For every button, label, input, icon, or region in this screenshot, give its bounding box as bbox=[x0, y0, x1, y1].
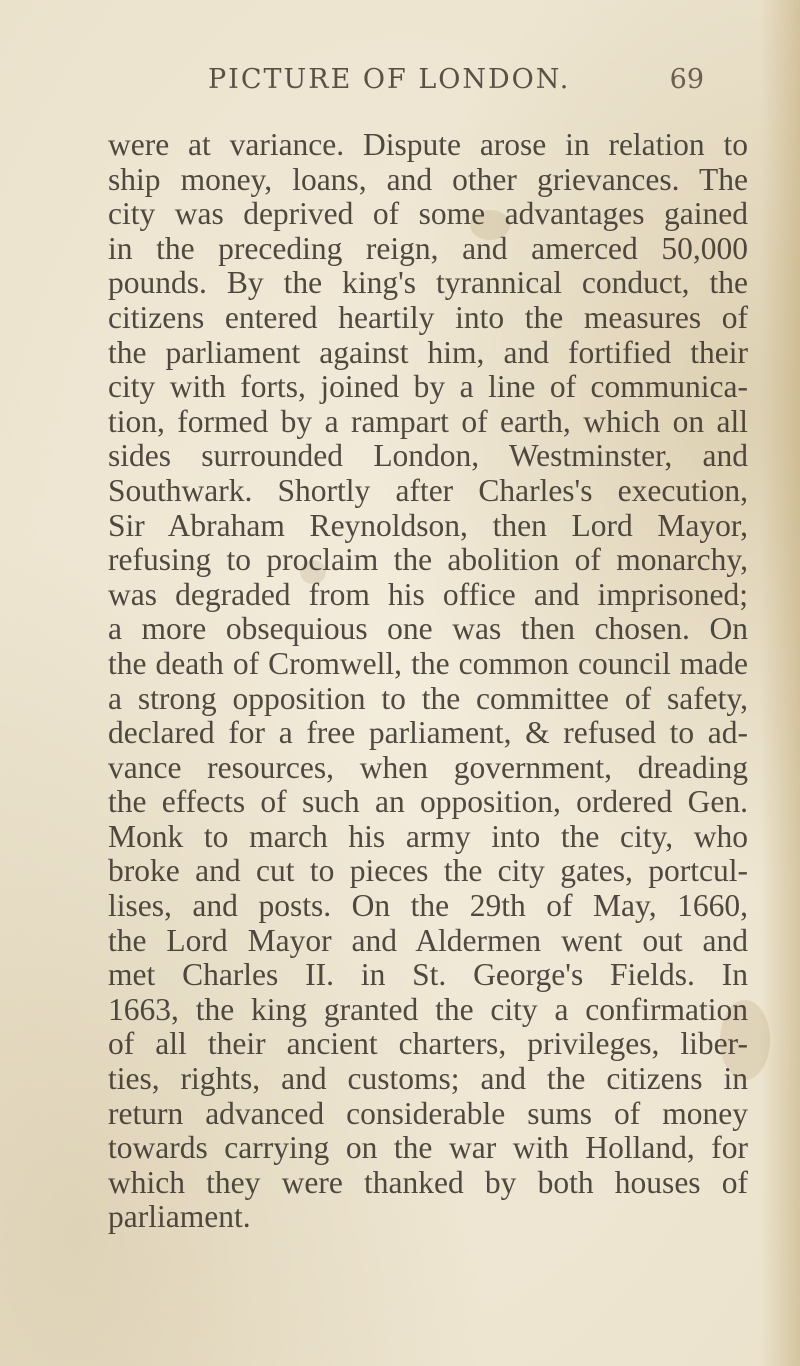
running-head: PICTURE OF LONDON. bbox=[208, 64, 571, 95]
text-line: towards carrying on the war with Holland, for bbox=[108, 1130, 748, 1166]
text-line: city was deprived of some advantages gained bbox=[108, 196, 748, 232]
text-line: the Lord Mayor and Aldermen went out and bbox=[108, 922, 748, 958]
text-line: the effects of such an opposition, ordered Gen. bbox=[108, 784, 748, 820]
text-line: lises, and posts. On the 29th of May, 1660, bbox=[108, 888, 748, 924]
text-line: pounds. By the king's tyrannical conduct, the bbox=[108, 265, 748, 301]
text-line: Monk to march his army into the city, who bbox=[108, 818, 748, 854]
text-line: ties, rights, and customs; and the citizens in bbox=[108, 1061, 748, 1097]
text-line: ship money, loans, and other grievances. The bbox=[108, 161, 748, 197]
text-line: city with forts, joined by a line of communica- bbox=[108, 369, 748, 405]
text-line: tion, formed by a rampart of earth, which on all bbox=[108, 403, 748, 439]
text-line: were at variance. Dispute arose in relation to bbox=[108, 127, 748, 162]
text-line: Sir Abraham Reynoldson, then Lord Mayor, bbox=[108, 507, 748, 543]
text-line: Southwark. Shortly after Charles's execution, bbox=[108, 472, 748, 508]
text-line: refusing to proclaim the abolition of monarchy, bbox=[108, 542, 748, 578]
text-line: of all their ancient charters, privileges, liber- bbox=[108, 1026, 748, 1062]
text-line: was degraded from his office and imprisoned; bbox=[108, 576, 748, 612]
text-line: which they were thanked by both houses of bbox=[108, 1164, 748, 1200]
page-number: 69 bbox=[669, 64, 704, 95]
text-line: broke and cut to pieces the city gates, portcul- bbox=[108, 853, 748, 889]
text-line: return advanced considerable sums of money bbox=[108, 1095, 748, 1131]
body-text bbox=[108, 128, 748, 1235]
text-line: the parliament against him, and fortified their bbox=[108, 334, 748, 370]
text-line: sides surrounded London, Westminster, and bbox=[108, 438, 748, 474]
text-line: the death of Cromwell, the common council made bbox=[108, 645, 748, 681]
text-line: met Charles II. in St. George's Fields. In bbox=[108, 957, 748, 993]
page-edge-shadow bbox=[760, 0, 800, 1366]
text-line: parliament. bbox=[108, 1199, 251, 1235]
text-line: a more obsequious one was then chosen. On bbox=[108, 611, 748, 647]
text-line: in the preceding reign, and amerced 50,000 bbox=[108, 230, 748, 266]
page-header bbox=[196, 64, 704, 104]
text-line: citizens entered heartily into the measures of bbox=[108, 299, 748, 335]
text-line: declared for a free parliament, & refused to ad- bbox=[108, 715, 748, 751]
text-line: 1663, the king granted the city a confirmation bbox=[108, 991, 748, 1027]
text-line: a strong opposition to the committee of safety, bbox=[108, 680, 748, 716]
text-line: vance resources, when government, dreading bbox=[108, 749, 748, 785]
